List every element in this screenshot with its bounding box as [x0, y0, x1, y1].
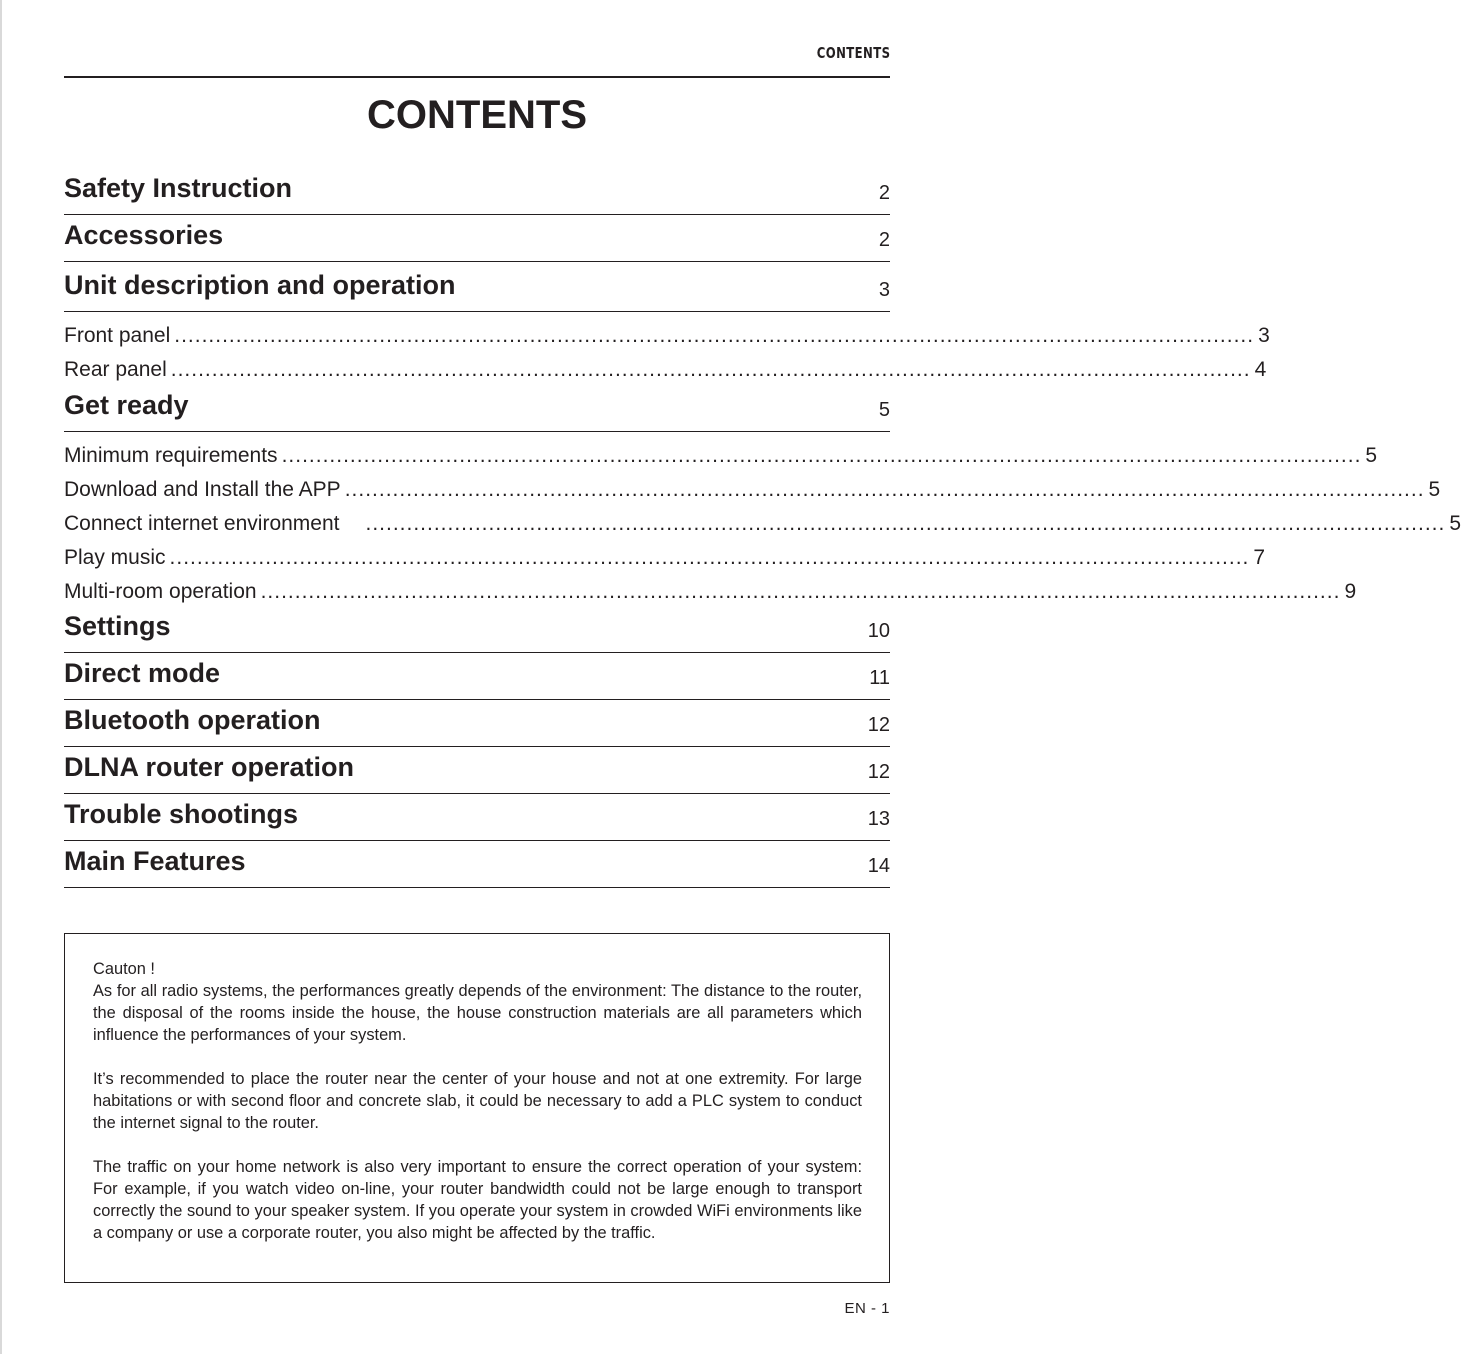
dot-leader: .............................................................................................................................................................. — [169, 546, 1250, 569]
toc-entry-page: 3 — [878, 279, 890, 301]
toc-entry-title: Bluetooth operation — [64, 705, 321, 735]
toc-entry-page: 5 — [878, 399, 890, 421]
toc-subentry-page: 5 — [1365, 444, 1378, 467]
toc-subentry[interactable] — [64, 444, 1378, 478]
header-rule — [64, 76, 890, 78]
dot-leader: .............................................................................................................................................................. — [260, 580, 1341, 603]
toc-entry-page: 13 — [867, 808, 890, 830]
toc-entry-title: Safety Instruction — [64, 173, 293, 203]
caution-paragraph: The traffic on your home network is also very important to ensure the correct operation of your system: For example, if you watch video on-line, your router bandwidth could not be large enough to transport correctly the sound to your speaker system. If you operate your system in crowded WiFi environments like a company or use a corporate router, you also might be affected by the traffic. — [93, 1158, 862, 1242]
toc-entry-page: 14 — [867, 855, 890, 877]
caution-heading: Cauton ! — [93, 960, 155, 978]
table-of-contents — [64, 168, 1461, 888]
toc-subentry-page: 4 — [1254, 358, 1267, 381]
toc-entry-title: Accessories — [64, 220, 224, 250]
toc-entry[interactable] — [64, 168, 890, 215]
toc-subentry-page: 3 — [1258, 324, 1270, 347]
toc-subentry-page: 7 — [1253, 546, 1266, 569]
dot-leader: .............................................................................................................................................................. — [174, 324, 1255, 347]
caution-paragraph: It’s recommended to place the router near the center of your house and not at one extremity. For large habitations or with second floor and concrete slab, it could be necessary to add a PLC system to conduct the internet signal to the router. — [93, 1070, 862, 1132]
toc-subentry[interactable] — [64, 580, 1357, 614]
toc-entry-title: Main Features — [64, 846, 246, 876]
toc-entry[interactable] — [64, 841, 890, 888]
toc-entry[interactable] — [64, 747, 890, 794]
toc-subentry[interactable] — [64, 546, 1266, 580]
toc-subentry-title: Play music — [64, 546, 166, 569]
page-edge-line — [0, 0, 2, 1354]
toc-subentry[interactable] — [64, 512, 1461, 546]
toc-entry[interactable] — [64, 215, 890, 262]
toc-entry-page: 2 — [878, 182, 890, 204]
toc-entry-page: 12 — [867, 761, 890, 783]
toc-subentry-title: Minimum requirements — [64, 444, 278, 467]
page-title: CONTENTS — [367, 93, 587, 137]
caution-box — [64, 933, 890, 1283]
running-header: CONTENTS — [816, 44, 890, 62]
toc-entry-title: Get ready — [64, 390, 189, 420]
toc-entry-title: Unit description and operation — [64, 270, 456, 300]
dot-leader: .............................................................................................................................................................. — [170, 358, 1251, 381]
toc-entry[interactable] — [64, 392, 890, 432]
toc-subentry-page: 5 — [1449, 512, 1461, 535]
dot-leader: .............................................................................................................................................................. — [344, 478, 1425, 501]
dot-leader: .............................................................................................................................................................. — [281, 444, 1362, 467]
toc-subentry-group — [64, 432, 1461, 614]
toc-entry-page: 2 — [878, 229, 890, 251]
toc-subentry-title: Rear panel — [64, 358, 167, 381]
toc-subentry-title: Multi-room operation — [64, 580, 257, 603]
toc-entry-title: Direct mode — [64, 658, 221, 688]
toc-entry-title: Trouble shootings — [64, 799, 298, 829]
toc-subentry[interactable] — [64, 478, 1441, 512]
toc-entry-page: 12 — [867, 714, 890, 736]
toc-entry[interactable] — [64, 262, 890, 312]
caution-paragraph: As for all radio systems, the performances greatly depends of the environment: The distance to the router, the disposal of the rooms inside the house, the house construction materials are all parameters which influence the performances of your system. — [93, 982, 862, 1044]
toc-entry[interactable] — [64, 653, 890, 700]
dot-leader: .............................................................................................................................................................. — [365, 512, 1446, 535]
toc-entry-title: Settings — [64, 611, 171, 641]
toc-entry[interactable] — [64, 794, 890, 841]
toc-entry-title: DLNA router operation — [64, 752, 354, 782]
toc-entry-page: 11 — [869, 667, 890, 689]
page-number: EN - 1 — [844, 1300, 890, 1317]
toc-subentry-title: Connect internet environment — [64, 512, 340, 535]
toc-entry[interactable] — [64, 700, 890, 747]
toc-subentry-group — [64, 312, 1270, 392]
toc-entry[interactable] — [64, 611, 890, 653]
toc-subentry-title: Front panel — [64, 324, 171, 347]
toc-subentry[interactable] — [64, 358, 1267, 392]
toc-subentry[interactable] — [64, 324, 1270, 358]
toc-subentry-page: 5 — [1428, 478, 1441, 501]
toc-subentry-title: Download and Install the APP — [64, 478, 341, 501]
toc-subentry-page: 9 — [1344, 580, 1357, 603]
toc-entry-page: 10 — [867, 620, 890, 642]
